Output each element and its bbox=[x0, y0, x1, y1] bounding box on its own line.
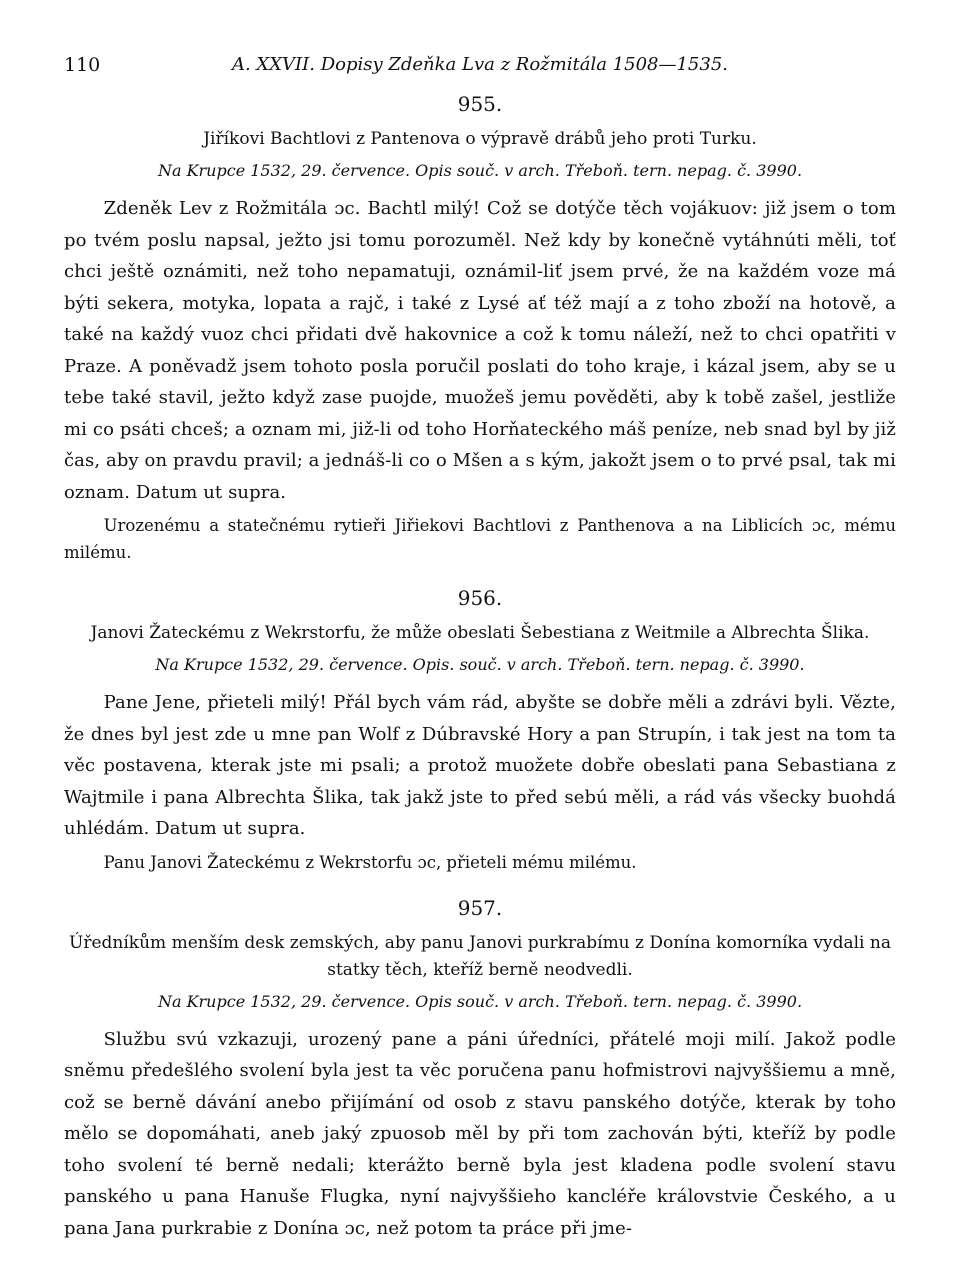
letter-body: Pane Jene, přieteli milý! Přál bych vám rád, abyšte se dobře měli a zdrávi byli. Vězte, že dnes byl jest zde u mne pan Wolf z Dúbravské Hory a pan Strupín, i tak jest na tom ta věc postavena, kterak jste mi psali; a protož muožete dobře obeslati pana Sebastiana z Wajtmile i pana Albrechta Šlika, tak jakž jste to před sebú měli, a rád vás všecky buohdá uhlédám. Datum ut supra. bbox=[64, 692, 896, 839]
letter-title: Jiříkovi Bachtlovi z Pantenova o výpravě drábů jeho proti Turku. bbox=[203, 129, 757, 149]
letter-source: Na Krupce 1532, 29. července. Opis souč. v arch. Třeboň. tern. nepag. č. 3990. bbox=[157, 161, 803, 180]
letter-955 bbox=[64, 92, 896, 566]
letter-956 bbox=[64, 586, 896, 876]
running-head bbox=[64, 48, 896, 88]
letter-source: Na Krupce 1532, 29. července. Opis souč. v arch. Třeboň. tern. nepag. č. 3990. bbox=[157, 991, 803, 1011]
letter-957 bbox=[64, 896, 896, 1245]
letter-title: Úředníkům menším desk zemských, aby panu Janovi purkrabímu z Donína komorníka vydali na statky těch, kteříž berně neodvedli. bbox=[69, 932, 891, 980]
letter-number: 955. bbox=[457, 92, 503, 116]
letter-address: Panu Janovi Žateckému z Wekrstorfu ɔc, přieteli mému milému. bbox=[103, 852, 637, 872]
letter-address: Urozenému a statečnému rytieři Jiřiekovi Bachtlovi z Panthenova a na Liblicích ɔc, mému milému. bbox=[64, 516, 896, 562]
running-title: A. XXVII. Dopisy Zdeňka Lva z Rožmitála 1508—1535. bbox=[231, 54, 729, 75]
letter-source: Na Krupce 1532, 29. července. Opis. souč. v arch. Třeboň. tern. nepag. č. 3990. bbox=[155, 655, 805, 674]
letter-title: Janovi Žateckému z Wekrstorfu, že může obeslati Šebestiana z Weitmile a Albrechta Šlika. bbox=[90, 623, 870, 643]
letter-body: Službu svú vzkazuji, urozený pane a páni úředníci, přátelé moji milí. Jakož podle sněmu předešlého svolení byla jest ta věc poručena panu hofmistrovi najvyššiemu a mně, což se berně dávání anebo přijímání od osob z stavu panského dotýče, kterak by toho mělo se dopomáhati, aneb jaký zpuosob měl by při tom zachován býti, kteříž by podle toho svolení té berně nedali; kterážto berně byla jest kladena podle svolení stavu panského u pana Hanuše Flugka, nyní najvyššieho kancléře královstvie Českého, a u pana Jana purkrabie z Donína ɔc, než potom ta práce při jme- bbox=[64, 1028, 896, 1239]
page-number: 110 bbox=[64, 54, 101, 76]
letter-body: Zdeněk Lev z Rožmitála ɔc. Bachtl milý! Což se dotýče těch vojákuov: již jsem o tom po tvém poslu napsal, ježto jsi tomu porozuměl. Než kdy by konečně vytáhnúti měli, toť chci ještě oznámiti, než toho nepamatuji, oznámil-liť jsem prvé, že na každém voze má býti sekera, motyka, lopata a rajč, i také z Lysé ať též mají a z toho zboží na hotově, a také na každý vuoz chci přidati dvě hakovnice a což k tomu náleží, než to chci opatřiti v Praze. A poněvadž jsem tohoto posla poručil poslati do toho kraje, i kázal jsem, aby se u tebe také stavil, ježto když zase puojde, muožeš jemu pověděti, aby k tobě zašel, jestliže mi co psáti chceš; a oznam mi, již-li od toho Horňateckého máš peníze, neb snad byl by již čas, aby on pravdu pravil; a jednáš-li co o Mšen a s kým, jakožt jsem o to prvé psal, tak mi oznam. Datum ut supra. bbox=[64, 198, 896, 503]
letter-number: 957. bbox=[457, 895, 503, 920]
letter-number: 956. bbox=[457, 586, 503, 610]
